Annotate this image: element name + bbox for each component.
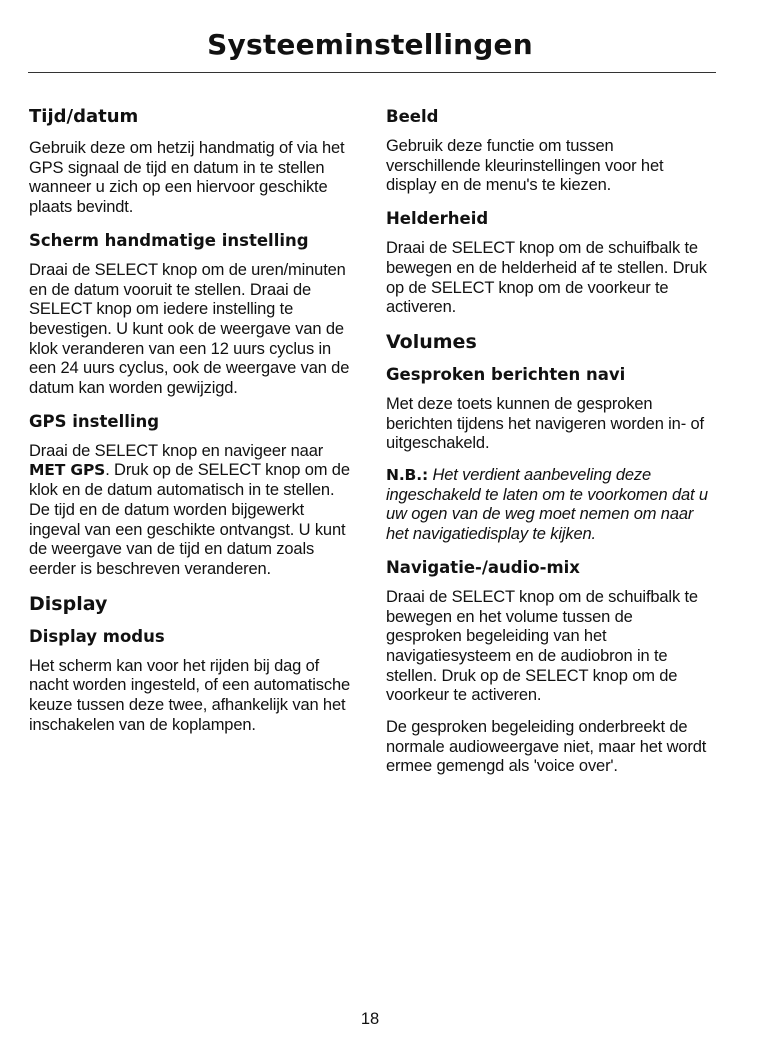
helderheid-text: Draai de SELECT knop om de schuifbalk te bewegen en de helderheid af te stellen. Druk op de SELECT knop om de voorkeur te activeren. xyxy=(386,239,707,317)
note-text: Het verdient aanbeveling deze ingeschakeld te laten om te voorkomen dat u uw ogen van de weg moet nemen om naar het navigatiedisplay te kijken. xyxy=(386,466,708,544)
title-divider xyxy=(28,72,716,73)
display-modus-heading: Display modus xyxy=(29,626,165,646)
gps-instelling-text xyxy=(29,442,355,580)
gps-text-after: . Druk op de SELECT knop om de klok en de datum automatisch in te stellen. De tijd en de datum worden bijgewerkt ingeval van een geschikte ontvangst. U kunt de weergave van de tijd en datum zoals eerder is beschreven veranderen. xyxy=(29,461,350,578)
beeld-text: Gebruik deze functie om tussen verschillende kleurinstellingen voor het display en de menu's te kiezen. xyxy=(386,137,664,195)
volumes-heading: Volumes xyxy=(386,330,477,353)
note-label: N.B.: xyxy=(386,466,429,485)
tijd-datum-text: Gebruik deze om hetzij handmatig of via het GPS signaal de tijd en datum in te stellen wanneer u zich op een hiervoor geschikte plaats bevindt. xyxy=(29,139,345,217)
display-heading: Display xyxy=(29,592,108,615)
gesproken-berichten-text: Met deze toets kunnen de gesproken berichten tijdens het navigeren worden in- of uitgeschakeld. xyxy=(386,394,704,453)
beeld-heading: Beeld xyxy=(386,107,439,126)
navigatie-audio-mix-heading: Navigatie-/audio-mix xyxy=(386,557,580,577)
gesproken-berichten-heading: Gesproken berichten navi xyxy=(386,364,626,384)
gps-instelling-heading: GPS instelling xyxy=(29,411,160,431)
page-number: 18 xyxy=(360,1010,380,1028)
left-column xyxy=(29,106,355,747)
helderheid-heading: Helderheid xyxy=(386,209,489,229)
page-title: Systeeminstellingen xyxy=(207,28,533,61)
right-column xyxy=(386,106,712,789)
met-gps-option: MET GPS xyxy=(29,461,106,480)
navigatie-audio-mix-text: Draai de SELECT knop om de schuifbalk te bewegen en het volume tussen de gesproken begeleiding van het navigatiesysteem en de audiobron in te stellen. Druk op de SELECT knop om de voorkeur te activeren. xyxy=(386,587,698,705)
tijd-datum-heading: Tijd/datum xyxy=(29,106,139,127)
display-modus-text: Het scherm kan voor het rijden bij dag of nacht worden ingesteld, of een automatische keuze tussen deze twee, afhankelijk van het inschakelen van de koplampen. xyxy=(29,656,351,734)
note xyxy=(386,466,712,545)
scherm-handmatige-text: Draai de SELECT knop om de uren/minuten en de datum vooruit te stellen. Draai de SELECT knop om iedere instelling te bevestigen. U kunt ook de weergave van de klok veranderen van een 12 uurs cyclus in een 24 uurs cyclus, ook de weergave van de datum kan worden gewijzigd. xyxy=(29,260,350,398)
voice-over-text: De gesproken begeleiding onderbreekt de normale audioweergave niet, maar het wordt ermee gemengd als 'voice over'. xyxy=(386,718,707,776)
scherm-handmatige-heading: Scherm handmatige instelling xyxy=(29,230,309,250)
gps-text-before: Draai de SELECT knop en navigeer naar xyxy=(29,441,324,460)
